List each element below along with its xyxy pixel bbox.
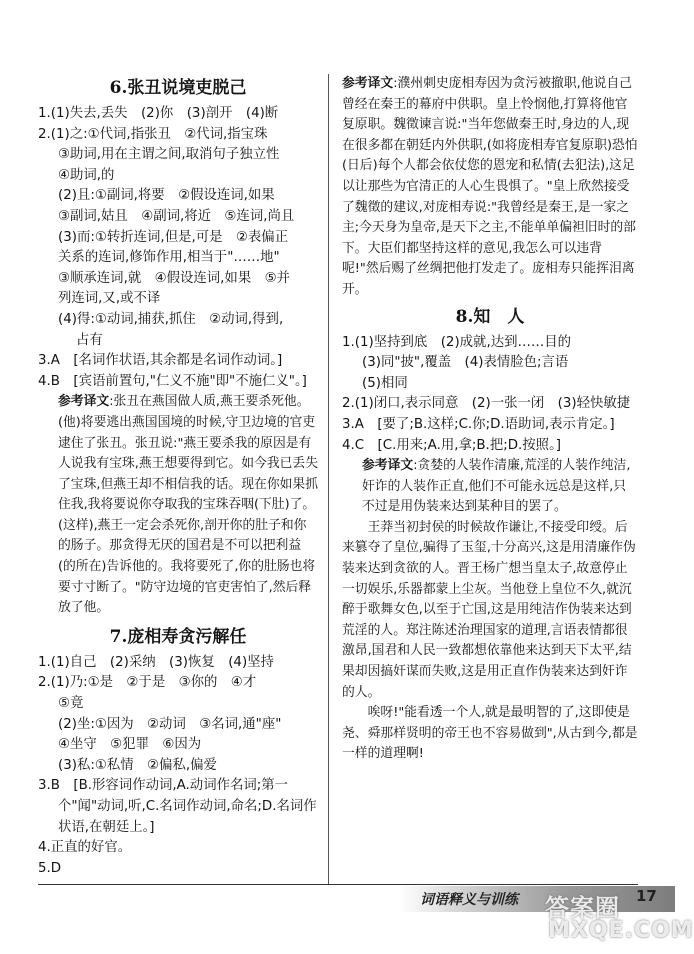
sec8-line: (3)同"披",覆盖 (4)表情脸色;言语 bbox=[362, 355, 569, 371]
sec6-line: 关系的连词,修饰作用,相当于"……地" bbox=[58, 250, 280, 266]
reference-text: :贪婪的人装作清廉,荒淫的人装作纯洁,奸诈的人装作正直,他们不可能永远总是这样,只不过是用伪装来达到某种目的罢了。 bbox=[362, 458, 631, 515]
sec8-line: (5)相同 bbox=[362, 375, 408, 391]
sec6-line: 2.(1)之:①代词,指张丑 ②代词,指宝珠 bbox=[38, 126, 268, 142]
right-column bbox=[342, 74, 638, 765]
sec6-line: (2)且:①副词,将要 ②假设连词,如果 bbox=[58, 188, 275, 204]
sec6-line: 列连词,又,或不译 bbox=[58, 291, 161, 307]
sec6-line: 占有 bbox=[76, 332, 103, 348]
sec8-reference-translation bbox=[342, 456, 638, 518]
left-column bbox=[38, 74, 318, 879]
sec6-line: ③顺承连词,就 ④假设连词,如果 ⑤并 bbox=[58, 270, 290, 286]
reference-label: 参考译文 bbox=[342, 76, 394, 91]
sec7-line: 5.D bbox=[38, 860, 62, 876]
sec7-reference-translation bbox=[342, 74, 638, 301]
sec8-translation-paragraph: 王莽当初封侯的时候故作谦让,不接受印绶。后来篡夺了皇位,骗得了玉玺,十分高兴,这是用清廉作伪装来达到贪欲的人。晋王杨广想当皇太子,故意停止一切娱乐,乐器都蒙上尘灰。当他登上皇位不久,就沉醉于歌舞女色,以至于亡国,这是用纯洁作伪装来达到荒淫的人。郑注陈述治理国家的道理,言语表情都很激昂,国君和人民一致都想依靠他来达到天下太平,结果却因搞奸谋而失败,这是用正直作伪装来达到奸诈的人。 bbox=[342, 519, 636, 700]
sec7-line: 2.(1)乃:①是 ②于是 ③你的 ④才 bbox=[38, 675, 257, 691]
sec6-line: (3)而:①转折连词,但是,可是 ②表偏正 bbox=[58, 229, 289, 245]
sec7-line: 1.(1)自己 (2)采纳 (3)恢复 (4)坚持 bbox=[38, 654, 274, 670]
reference-label: 参考译文 bbox=[58, 394, 110, 410]
sec6-line: ③助词,用在主谓之间,取消句子独立性 bbox=[58, 147, 280, 163]
page-number: 17 bbox=[636, 887, 657, 905]
sec8-line: 3.A [要了;B.这样;C.你;D.语助词,表示肯定。] bbox=[342, 416, 615, 432]
sec6-reference-translation bbox=[38, 392, 318, 619]
sec7-line: 4.正直的好官。 bbox=[38, 840, 132, 856]
book-title: 词语释义与训练 bbox=[420, 892, 518, 908]
watermark-url: MXQE.COM bbox=[548, 918, 694, 943]
column-divider bbox=[328, 74, 329, 884]
sec7-line: ⑤竟 bbox=[58, 696, 84, 712]
section-7-title: 7.庞相寿贪污解任 bbox=[109, 626, 247, 647]
watermark-logo: 答案圈 bbox=[545, 894, 620, 922]
footer-rule bbox=[38, 884, 638, 885]
section-8-title: 8.知 人 bbox=[455, 306, 525, 327]
sec8-line: 2.(1)闭口,表示同意 (2)一张一闭 (3)轻快敏捷 bbox=[342, 396, 631, 412]
reference-text: :濮州刺史庞相寿因为贪污被撤职,他说自己曾经在秦王的幕府中供职。皇上怜悯他,打算将他官复原职。魏徵谏言说:"当年您做秦王时,身边的人,现在很多都在朝廷内外供职,(如将庞相寿官复原职)恐怕(日后)每个人都会依仗您的恩宠和私情(去犯法),这足以让那些为官清正的人心生畏惧了。"皇上欣然接受了魏徵的建议,对庞相寿说:"我曾经是秦王,是一家之主;今天身为皇帝,是天下之主,不能单单偏袒旧时的部下。大臣们都坚持这样的意见,我怎么可以违背呢!"然后赐了丝绸把他打发走了。庞相寿只能挥泪离开。 bbox=[342, 76, 638, 297]
sec7-line: ④坐守 ⑤犯罪 ⑥因为 bbox=[58, 737, 202, 753]
sec6-line: ④助词,的 bbox=[58, 167, 115, 183]
sec8-line: 4.C [C.用来;A.用,拿;B.把;D.按照。] bbox=[342, 437, 561, 453]
sec6-line: 1.(1)失去,丢失 (2)你 (3)剖开 (4)断 bbox=[38, 106, 279, 121]
sec6-line: 3.A [名词作状语,其余都是名词作动词。] bbox=[38, 353, 283, 369]
reference-text: :张丑在燕国做人质,燕王要杀死他。(他)将要逃出燕国国境的时候,守卫边境的官吏逮住了张丑。张丑说:"燕王要杀我的原因是有人说我有宝珠,燕王想要得到它。如今我已丢失了宝珠,但燕王却不相信我的话。现在你如果抓住我,我将要说你夺取我的宝珠吞咽(下肚)了。(这样),燕王一定会杀死你,剖开你的肚子和你的肠子。那贪得无厌的国君是不可以把利益(的所在)告诉他的。我将要死了,你的肚肠也将要寸寸断了。"防守边境的官吏害怕了,然后释放了他。 bbox=[58, 394, 319, 616]
sec8-translation-paragraph: 唉呀!"能看透一个人,就是最明智的了,这即使是尧、舜那样贤明的帝王也不容易做到",从古到今,都是一样的道理啊! bbox=[342, 705, 638, 762]
section-6-title: 6.张丑说境吏脱己 bbox=[109, 78, 247, 98]
sec6-line: (4)得:①动词,捕获,抓住 ②动词,得到, bbox=[58, 311, 284, 327]
reference-label: 参考译文 bbox=[362, 458, 414, 474]
sec7-line: 3.B [B.形容词作动词,A.动词作名词;第一个"闻"动词,听,C.名词作动词,命名;D.名词作状语,在朝廷上。] bbox=[38, 778, 317, 835]
sec7-line: (2)坐:①因为 ②动词 ③名词,通"座" bbox=[58, 716, 282, 732]
sec7-line: (3)私:①私情 ②偏私,偏爱 bbox=[58, 757, 217, 773]
sec6-line: ③副词,姑且 ④副词,将近 ⑤连词,尚且 bbox=[58, 208, 295, 224]
sec6-line: 4.B [宾语前置句,"仁义不施"即"不施仁义"。] bbox=[38, 373, 307, 389]
sec8-line: 1.(1)坚持到底 (2)成就,达到……目的 bbox=[342, 334, 572, 350]
